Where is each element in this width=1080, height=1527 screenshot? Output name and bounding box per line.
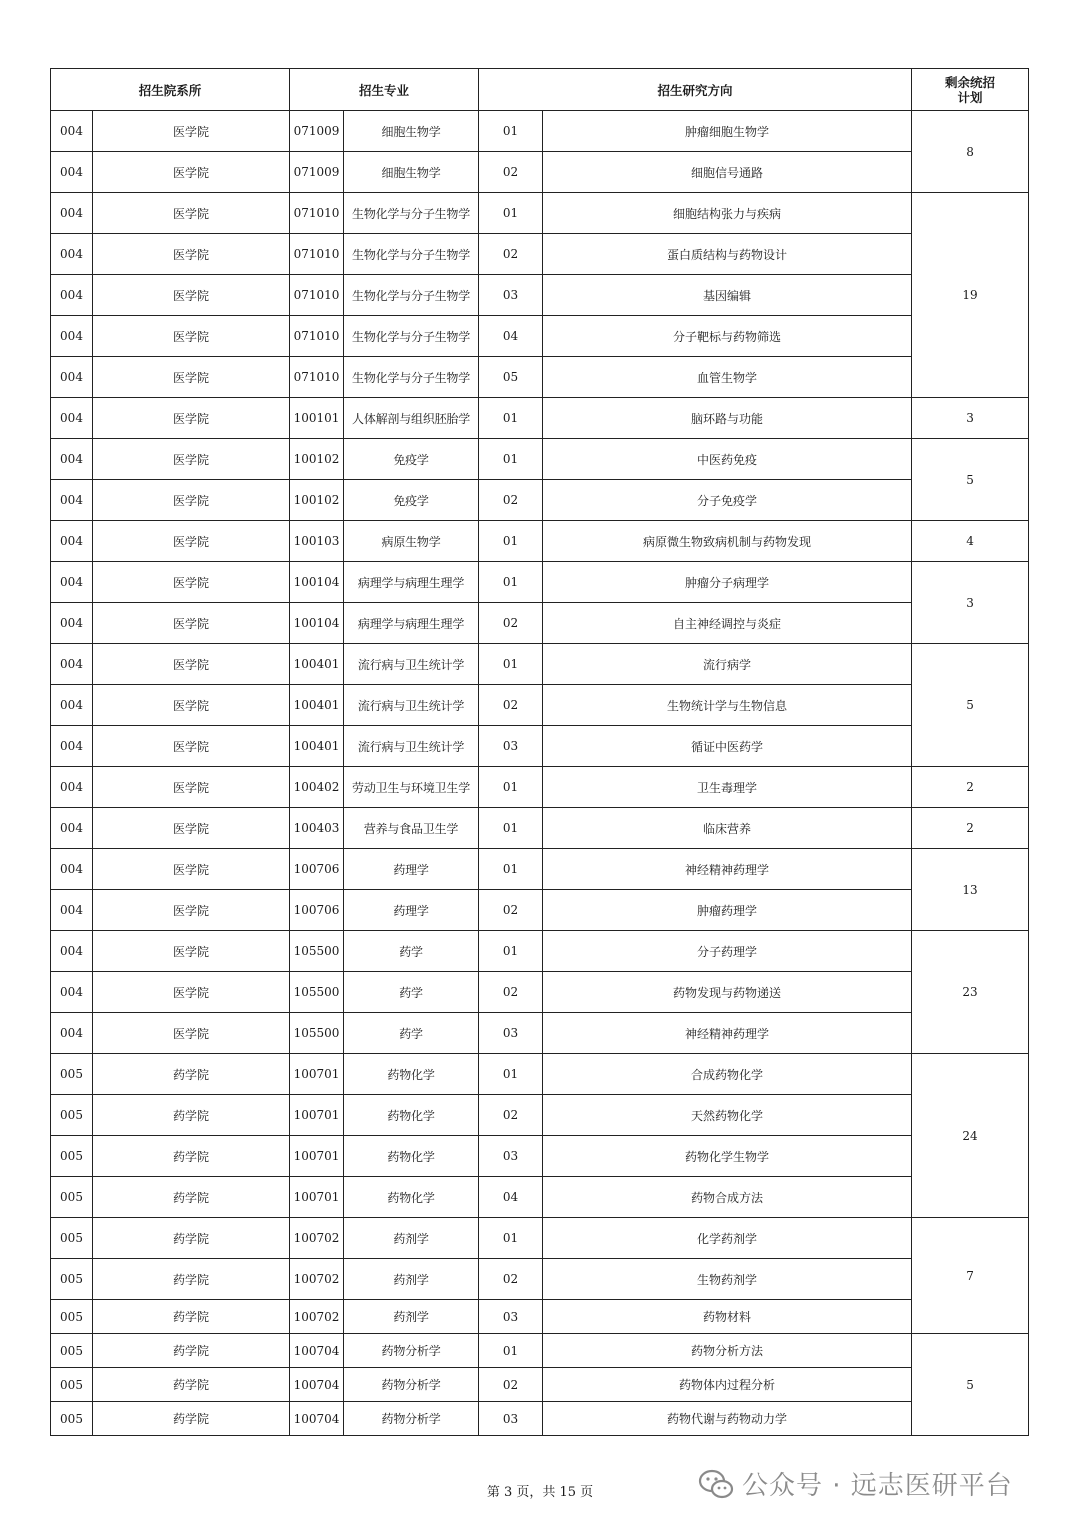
direction-code-cell: 01 (479, 1218, 543, 1259)
direction-name-cell: 生物药剂学 (543, 1259, 912, 1300)
direction-code-cell: 01 (479, 931, 543, 972)
dept-name-cell: 药学院 (93, 1136, 290, 1177)
table-row (51, 1259, 1029, 1300)
dept-name-cell: 医学院 (93, 398, 290, 439)
major-name-cell: 生物化学与分子生物学 (344, 316, 479, 357)
dept-code-cell: 004 (51, 1013, 93, 1054)
quota-cell: 4 (912, 521, 1029, 562)
table-row (51, 931, 1029, 972)
direction-code-cell: 03 (479, 726, 543, 767)
table-row (51, 480, 1029, 521)
major-code-cell: 100401 (290, 644, 344, 685)
major-name-cell: 药物分析学 (344, 1334, 479, 1368)
major-name-cell: 药物分析学 (344, 1402, 479, 1436)
dept-code-cell: 005 (51, 1402, 93, 1436)
dept-code-cell: 004 (51, 562, 93, 603)
quota-cell: 7 (912, 1218, 1029, 1334)
quota-cell: 8 (912, 111, 1029, 193)
page-footer: 第 3 页，共 15 页 (486, 1485, 594, 1500)
major-code-cell: 071010 (290, 357, 344, 398)
table-row (51, 1368, 1029, 1402)
major-name-cell: 药学 (344, 972, 479, 1013)
table-row (51, 808, 1029, 849)
dept-code-cell: 004 (51, 726, 93, 767)
table-row (51, 1054, 1029, 1095)
direction-name-cell: 肿瘤细胞生物学 (543, 111, 912, 152)
major-code-cell: 105500 (290, 931, 344, 972)
major-name-cell: 病理学与病理生理学 (344, 603, 479, 644)
dept-name-cell: 药学院 (93, 1054, 290, 1095)
table-row (51, 972, 1029, 1013)
dept-code-cell: 004 (51, 480, 93, 521)
major-name-cell: 人体解剖与组织胚胎学 (344, 398, 479, 439)
header-row (51, 69, 1029, 111)
dept-code-cell: 004 (51, 603, 93, 644)
dept-name-cell: 医学院 (93, 1013, 290, 1054)
dept-code-cell: 005 (51, 1054, 93, 1095)
direction-code-cell: 01 (479, 398, 543, 439)
direction-name-cell: 中医药免疫 (543, 439, 912, 480)
dept-name-cell: 医学院 (93, 644, 290, 685)
major-name-cell: 药理学 (344, 890, 479, 931)
direction-code-cell: 02 (479, 152, 543, 193)
dept-name-cell: 药学院 (93, 1095, 290, 1136)
direction-code-cell: 02 (479, 234, 543, 275)
major-code-cell: 071010 (290, 193, 344, 234)
table-row (51, 890, 1029, 931)
major-code-cell: 100101 (290, 398, 344, 439)
header-quota-line1: 剩余统招 (945, 74, 996, 90)
quota-cell: 23 (912, 931, 1029, 1054)
direction-code-cell: 04 (479, 1177, 543, 1218)
major-code-cell: 100704 (290, 1334, 344, 1368)
quota-cell: 19 (912, 193, 1029, 398)
watermark (698, 1465, 1013, 1502)
major-name-cell: 病理学与病理生理学 (344, 562, 479, 603)
major-code-cell: 100702 (290, 1218, 344, 1259)
dept-name-cell: 药学院 (93, 1368, 290, 1402)
table-row (51, 1136, 1029, 1177)
direction-code-cell: 03 (479, 1300, 543, 1334)
major-name-cell: 营养与食品卫生学 (344, 808, 479, 849)
dept-name-cell: 药学院 (93, 1177, 290, 1218)
major-name-cell: 药物化学 (344, 1095, 479, 1136)
table-row (51, 1218, 1029, 1259)
major-name-cell: 药剂学 (344, 1259, 479, 1300)
quota-cell: 3 (912, 562, 1029, 644)
major-code-cell: 100706 (290, 890, 344, 931)
dept-code-cell: 004 (51, 808, 93, 849)
major-name-cell: 生物化学与分子生物学 (344, 275, 479, 316)
dept-code-cell: 005 (51, 1095, 93, 1136)
direction-name-cell: 肿瘤药理学 (543, 890, 912, 931)
table-row (51, 849, 1029, 890)
major-code-cell: 100701 (290, 1177, 344, 1218)
table-row (51, 767, 1029, 808)
major-name-cell: 免疫学 (344, 480, 479, 521)
direction-name-cell: 药物材料 (543, 1300, 912, 1334)
direction-name-cell: 蛋白质结构与药物设计 (543, 234, 912, 275)
dept-code-cell: 005 (51, 1136, 93, 1177)
direction-name-cell: 脑环路与功能 (543, 398, 912, 439)
direction-code-cell: 01 (479, 521, 543, 562)
direction-name-cell: 分子药理学 (543, 931, 912, 972)
header-major: 招生专业 (290, 69, 479, 111)
major-code-cell: 100401 (290, 726, 344, 767)
dept-code-cell: 005 (51, 1300, 93, 1334)
dept-name-cell: 医学院 (93, 726, 290, 767)
major-name-cell: 细胞生物学 (344, 152, 479, 193)
direction-code-cell: 01 (479, 111, 543, 152)
table-row (51, 726, 1029, 767)
direction-code-cell: 01 (479, 644, 543, 685)
major-name-cell: 生物化学与分子生物学 (344, 357, 479, 398)
table-row (51, 685, 1029, 726)
major-code-cell: 071010 (290, 275, 344, 316)
table-body (51, 111, 1029, 1436)
dept-name-cell: 医学院 (93, 849, 290, 890)
direction-name-cell: 神经精神药理学 (543, 849, 912, 890)
dept-code-cell: 004 (51, 644, 93, 685)
direction-code-cell: 01 (479, 1334, 543, 1368)
direction-code-cell: 01 (479, 439, 543, 480)
direction-code-cell: 01 (479, 1054, 543, 1095)
direction-name-cell: 肿瘤分子病理学 (543, 562, 912, 603)
table-row (51, 1402, 1029, 1436)
header-dept: 招生院系所 (51, 69, 290, 111)
major-name-cell: 药物化学 (344, 1177, 479, 1218)
direction-name-cell: 药物化学生物学 (543, 1136, 912, 1177)
major-code-cell: 100701 (290, 1136, 344, 1177)
major-name-cell: 药物化学 (344, 1054, 479, 1095)
major-name-cell: 药学 (344, 931, 479, 972)
header-quota-line2: 计划 (957, 89, 983, 105)
table-row (51, 234, 1029, 275)
table-row (51, 603, 1029, 644)
dept-name-cell: 医学院 (93, 521, 290, 562)
direction-name-cell: 神经精神药理学 (543, 1013, 912, 1054)
dept-code-cell: 005 (51, 1259, 93, 1300)
major-code-cell: 100702 (290, 1259, 344, 1300)
direction-code-cell: 01 (479, 808, 543, 849)
dept-name-cell: 药学院 (93, 1402, 290, 1436)
major-code-cell: 100704 (290, 1402, 344, 1436)
quota-cell: 13 (912, 849, 1029, 931)
table-row (51, 439, 1029, 480)
table-row (51, 521, 1029, 562)
dept-code-cell: 004 (51, 890, 93, 931)
dept-code-cell: 004 (51, 439, 93, 480)
direction-code-cell: 02 (479, 972, 543, 1013)
major-name-cell: 药物化学 (344, 1136, 479, 1177)
dept-code-cell: 004 (51, 931, 93, 972)
direction-code-cell: 01 (479, 193, 543, 234)
dept-name-cell: 医学院 (93, 111, 290, 152)
direction-name-cell: 细胞结构张力与疾病 (543, 193, 912, 234)
major-code-cell: 100704 (290, 1368, 344, 1402)
direction-code-cell: 01 (479, 562, 543, 603)
major-code-cell: 100701 (290, 1054, 344, 1095)
direction-code-cell: 03 (479, 275, 543, 316)
major-code-cell: 100401 (290, 685, 344, 726)
major-name-cell: 流行病与卫生统计学 (344, 685, 479, 726)
major-name-cell: 药剂学 (344, 1300, 479, 1334)
watermark-text: 公众号 · 远志医研平台 (742, 1471, 1013, 1501)
dept-code-cell: 004 (51, 767, 93, 808)
quota-cell: 2 (912, 808, 1029, 849)
dept-name-cell: 医学院 (93, 767, 290, 808)
table-row (51, 316, 1029, 357)
major-name-cell: 流行病与卫生统计学 (344, 644, 479, 685)
major-code-cell: 100403 (290, 808, 344, 849)
direction-code-cell: 01 (479, 767, 543, 808)
direction-name-cell: 药物代谢与药物动力学 (543, 1402, 912, 1436)
direction-name-cell: 自主神经调控与炎症 (543, 603, 912, 644)
major-code-cell: 100102 (290, 480, 344, 521)
direction-name-cell: 生物统计学与生物信息 (543, 685, 912, 726)
major-code-cell: 105500 (290, 972, 344, 1013)
direction-code-cell: 02 (479, 1368, 543, 1402)
major-code-cell: 100104 (290, 562, 344, 603)
direction-name-cell: 分子免疫学 (543, 480, 912, 521)
dept-code-cell: 004 (51, 111, 93, 152)
direction-name-cell: 卫生毒理学 (543, 767, 912, 808)
direction-code-cell: 04 (479, 316, 543, 357)
direction-code-cell: 05 (479, 357, 543, 398)
table-row (51, 357, 1029, 398)
dept-name-cell: 医学院 (93, 890, 290, 931)
direction-code-cell: 03 (479, 1402, 543, 1436)
direction-name-cell: 流行病学 (543, 644, 912, 685)
direction-name-cell: 分子靶标与药物筛选 (543, 316, 912, 357)
major-code-cell: 071009 (290, 111, 344, 152)
dept-name-cell: 医学院 (93, 808, 290, 849)
major-name-cell: 生物化学与分子生物学 (344, 234, 479, 275)
dept-code-cell: 004 (51, 398, 93, 439)
direction-name-cell: 合成药物化学 (543, 1054, 912, 1095)
major-name-cell: 劳动卫生与环境卫生学 (344, 767, 479, 808)
table-row (51, 111, 1029, 152)
dept-name-cell: 医学院 (93, 562, 290, 603)
table-row (51, 275, 1029, 316)
table-row (51, 644, 1029, 685)
quota-cell: 3 (912, 398, 1029, 439)
dept-name-cell: 医学院 (93, 275, 290, 316)
table-row (51, 1300, 1029, 1334)
major-name-cell: 药学 (344, 1013, 479, 1054)
major-code-cell: 100103 (290, 521, 344, 562)
major-code-cell: 071009 (290, 152, 344, 193)
dept-name-cell: 医学院 (93, 931, 290, 972)
major-code-cell: 100702 (290, 1300, 344, 1334)
dept-name-cell: 药学院 (93, 1259, 290, 1300)
major-name-cell: 生物化学与分子生物学 (344, 193, 479, 234)
major-name-cell: 细胞生物学 (344, 111, 479, 152)
dept-code-cell: 004 (51, 275, 93, 316)
direction-name-cell: 血管生物学 (543, 357, 912, 398)
table-row (51, 398, 1029, 439)
direction-name-cell: 药物合成方法 (543, 1177, 912, 1218)
dept-name-cell: 药学院 (93, 1218, 290, 1259)
direction-code-cell: 02 (479, 1095, 543, 1136)
major-name-cell: 药剂学 (344, 1218, 479, 1259)
direction-code-cell: 01 (479, 849, 543, 890)
major-code-cell: 105500 (290, 1013, 344, 1054)
dept-code-cell: 004 (51, 316, 93, 357)
direction-code-cell: 02 (479, 890, 543, 931)
dept-name-cell: 医学院 (93, 357, 290, 398)
dept-name-cell: 药学院 (93, 1300, 290, 1334)
major-code-cell: 100706 (290, 849, 344, 890)
header-quota (912, 69, 1029, 111)
dept-name-cell: 医学院 (93, 193, 290, 234)
quota-cell: 5 (912, 644, 1029, 767)
dept-code-cell: 004 (51, 193, 93, 234)
direction-code-cell: 02 (479, 480, 543, 521)
direction-name-cell: 临床营养 (543, 808, 912, 849)
direction-code-cell: 02 (479, 1259, 543, 1300)
dept-name-cell: 医学院 (93, 439, 290, 480)
dept-code-cell: 004 (51, 685, 93, 726)
enrollment-table (50, 68, 1029, 1436)
dept-code-cell: 004 (51, 152, 93, 193)
direction-name-cell: 化学药剂学 (543, 1218, 912, 1259)
direction-code-cell: 02 (479, 603, 543, 644)
quota-cell: 24 (912, 1054, 1029, 1218)
major-code-cell: 100701 (290, 1095, 344, 1136)
dept-name-cell: 医学院 (93, 972, 290, 1013)
dept-code-cell: 004 (51, 234, 93, 275)
dept-code-cell: 004 (51, 357, 93, 398)
major-code-cell: 071010 (290, 234, 344, 275)
table-row (51, 193, 1029, 234)
dept-code-cell: 005 (51, 1218, 93, 1259)
major-code-cell: 071010 (290, 316, 344, 357)
table-row (51, 1177, 1029, 1218)
dept-code-cell: 004 (51, 521, 93, 562)
direction-name-cell: 天然药物化学 (543, 1095, 912, 1136)
direction-code-cell: 03 (479, 1136, 543, 1177)
major-name-cell: 病原生物学 (344, 521, 479, 562)
dept-name-cell: 医学院 (93, 603, 290, 644)
dept-name-cell: 药学院 (93, 1334, 290, 1368)
dept-code-cell: 005 (51, 1177, 93, 1218)
direction-code-cell: 02 (479, 685, 543, 726)
major-name-cell: 流行病与卫生统计学 (344, 726, 479, 767)
direction-name-cell: 药物体内过程分析 (543, 1368, 912, 1402)
header-direction: 招生研究方向 (479, 69, 912, 111)
major-name-cell: 免疫学 (344, 439, 479, 480)
direction-name-cell: 基因编辑 (543, 275, 912, 316)
direction-name-cell: 病原微生物致病机制与药物发现 (543, 521, 912, 562)
direction-name-cell: 药物分析方法 (543, 1334, 912, 1368)
direction-name-cell: 循证中医药学 (543, 726, 912, 767)
table-row (51, 562, 1029, 603)
table-row (51, 152, 1029, 193)
table-row (51, 1013, 1029, 1054)
table-row (51, 1095, 1029, 1136)
dept-name-cell: 医学院 (93, 152, 290, 193)
dept-code-cell: 004 (51, 849, 93, 890)
major-name-cell: 药物分析学 (344, 1368, 479, 1402)
dept-code-cell: 005 (51, 1334, 93, 1368)
quota-cell: 2 (912, 767, 1029, 808)
major-code-cell: 100104 (290, 603, 344, 644)
dept-name-cell: 医学院 (93, 685, 290, 726)
quota-cell: 5 (912, 1334, 1029, 1436)
major-code-cell: 100402 (290, 767, 344, 808)
wechat-icon (698, 1468, 734, 1500)
major-name-cell: 药理学 (344, 849, 479, 890)
dept-name-cell: 医学院 (93, 480, 290, 521)
dept-name-cell: 医学院 (93, 316, 290, 357)
major-code-cell: 100102 (290, 439, 344, 480)
dept-code-cell: 004 (51, 972, 93, 1013)
dept-code-cell: 005 (51, 1368, 93, 1402)
table-row (51, 1334, 1029, 1368)
quota-cell: 5 (912, 439, 1029, 521)
direction-code-cell: 03 (479, 1013, 543, 1054)
direction-name-cell: 细胞信号通路 (543, 152, 912, 193)
direction-name-cell: 药物发现与药物递送 (543, 972, 912, 1013)
dept-name-cell: 医学院 (93, 234, 290, 275)
